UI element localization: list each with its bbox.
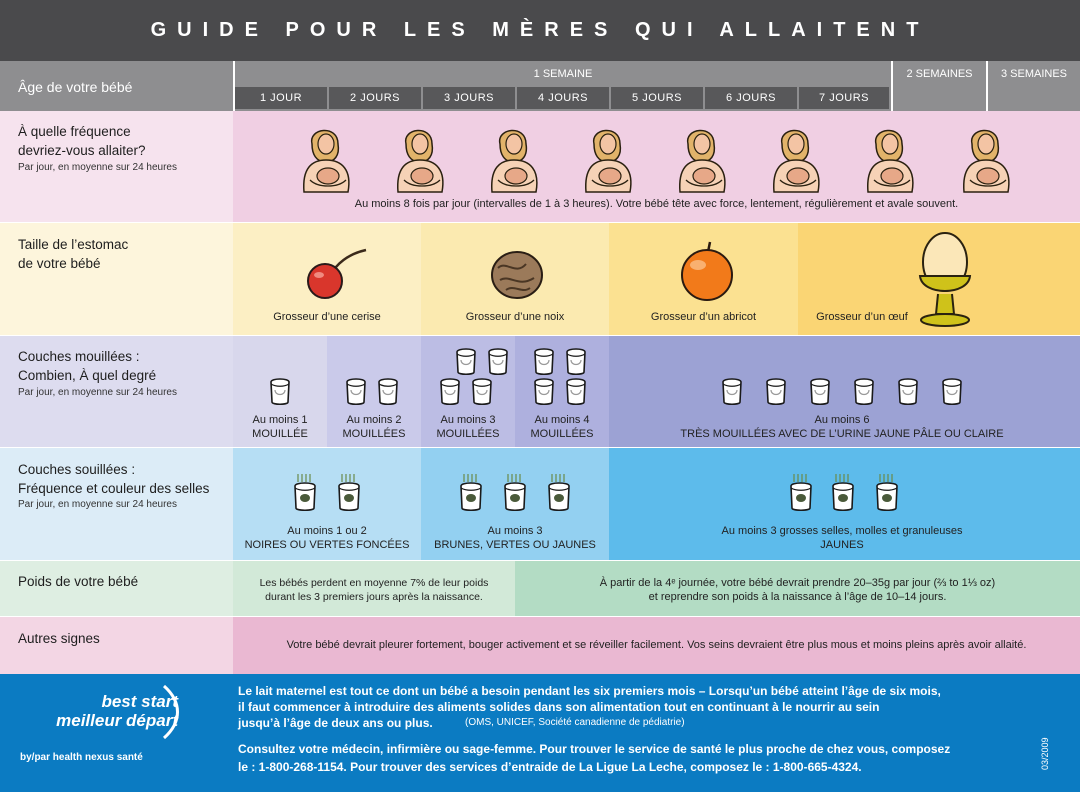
cherry-icon (300, 244, 370, 304)
wet-diaper-icon (564, 376, 588, 411)
frequency-sub: Par jour, en moyenne sur 24 heures (18, 162, 177, 173)
wet-d1-l2: MOUILLÉE (252, 428, 308, 440)
soiled-c-l1: Au moins 3 grosses selles, molles et granuleuses (721, 525, 963, 537)
frequency-title-2: devriez-vous allaiter? (18, 143, 146, 158)
wet-diaper-icon (376, 376, 400, 411)
footer-p2-l1: Consultez votre médecin, infirmière ou sage-femme. Pour trouver le service de santé le plus proche de chez vous, composez (238, 742, 951, 756)
breastfeeding-mother-icon (580, 122, 636, 199)
day-1: 1 JOUR (235, 87, 327, 109)
logo-line1: best start (101, 692, 178, 711)
wet-diaper-icon (344, 376, 368, 411)
wet-d5-l1: Au moins 6 (814, 414, 870, 426)
stomach-title-1: Taille de l’estomac (18, 237, 129, 252)
wet-title-1: Couches mouillées : (18, 349, 140, 364)
footer-p1-l2: il faut commencer à introduire des aliments solides dans son alimentation tout en continuant à le nourrir au sein (238, 700, 880, 714)
wet-diaper-icon (486, 346, 510, 381)
breastfeeding-mother-icon (862, 122, 918, 199)
breastfeeding-mother-icon (298, 122, 354, 199)
stomach-title-2: de votre bébé (18, 256, 101, 271)
soiled-diaper-icon (874, 472, 900, 517)
wet-d5-l2: TRÈS MOUILLÉES AVEC DE L’URINE JAUNE PÂLE OU CLAIRE (680, 428, 1004, 440)
frequency-note: Au moins 8 fois par jour (intervalles de 1 à 3 heures). Votre bébé tête avec force, lentement, régulièrement et avale souvent. (354, 198, 959, 210)
soiled-diaper-icon (292, 472, 318, 517)
wet-sub: Par jour, en moyenne sur 24 heures (18, 387, 177, 398)
walnut-label: Grosseur d’une noix (465, 311, 565, 323)
soiled-a-l1: Au moins 1 ou 2 (287, 525, 367, 537)
weight-title: Poids de votre bébé (18, 574, 139, 589)
wet-diaper-icon (720, 376, 744, 411)
row-divider (0, 335, 1080, 336)
soiled-sub: Par jour, en moyenne sur 24 heures (18, 499, 177, 510)
soiled-c-l2: JAUNES (820, 539, 864, 551)
wet-d2-l2: MOUILLÉES (342, 428, 406, 440)
wet-title-2: Combien, À quel degré (18, 368, 157, 383)
breastfeeding-mother-icon (392, 122, 448, 199)
wet-diaper-icon (454, 346, 478, 381)
day-3: 3 JOURS (423, 87, 515, 109)
soiled-b-l1: Au moins 3 (487, 525, 543, 537)
soiled-diaper-icon (336, 472, 362, 517)
weight-left-l1: Les bébés perdent en moyenne 7% de leur poids (259, 577, 489, 589)
egg-label: Grosseur d’un œuf (816, 311, 908, 323)
soiled-b-l2: BRUNES, VERTES OU JAUNES (434, 539, 596, 551)
wet-d1-l1: Au moins 1 (252, 414, 308, 426)
cherry-label: Grosseur d’une cerise (273, 311, 381, 323)
breastfeeding-mother-icon (768, 122, 824, 199)
row-divider (0, 616, 1080, 617)
soiled-title-1: Couches souillées : (18, 462, 136, 477)
logo-line2: meilleur départ (56, 711, 178, 730)
other-text: Votre bébé devrait pleurer fortement, bouger activement et se réveiller facilement. Vos seins devraient être plus mous et moins pleins après avoir allaité. (286, 639, 1027, 651)
wet-diaper-icon (532, 346, 556, 381)
day-4: 4 JOURS (517, 87, 609, 109)
soiled-title-2: Fréquence et couleur des selles (18, 481, 210, 496)
wet-diaper-icon (564, 346, 588, 381)
other-title: Autres signes (18, 631, 100, 646)
wet-diaper-icon (470, 376, 494, 411)
footer-p1-l1: Le lait maternel est tout ce dont un bébé a besoin pendant les six premiers mois – Lorsqu’un bébé atteint l’âge de six mois, (238, 684, 941, 698)
wet-diaper-icon (268, 376, 292, 411)
wet-diaper-icon (940, 376, 964, 411)
footer-p1-l3: jusqu’à l’âge de deux ans ou plus. (238, 716, 433, 730)
week3-label: 3 SEMAINES (1000, 68, 1068, 80)
weight-right-l2: et reprendre son poids à la naissance à l’âge de 10–14 jours. (648, 591, 947, 603)
week2-label: 2 SEMAINES (906, 68, 973, 80)
breastfeeding-mother-icon (958, 122, 1014, 199)
wet-diaper-icon (532, 376, 556, 411)
wet-diaper-icon (896, 376, 920, 411)
wet-d4-l1: Au moins 4 (534, 414, 590, 426)
week1-label: 1 SEMAINE (533, 68, 593, 80)
soiled-diaper-icon (502, 472, 528, 517)
row-divider (0, 560, 1080, 561)
wet-diaper-icon (852, 376, 876, 411)
soiled-a-l2: NOIRES OU VERTES FONCÉES (244, 539, 410, 551)
apricot-icon (676, 240, 738, 302)
row-divider (0, 222, 1080, 223)
frequency-title-1: À quelle fréquence (18, 124, 131, 139)
day-7: 7 JOURS (799, 87, 889, 109)
walnut-icon (486, 246, 548, 304)
soiled-diaper-icon (830, 472, 856, 517)
soiled-diaper-icon (546, 472, 572, 517)
weight-right-l1: À partir de la 4ᵉ journée, votre bébé devrait prendre 20–35g par jour (⅔ to 1⅓ oz) (599, 577, 996, 589)
soiled-diaper-icon (458, 472, 484, 517)
wet-d2-l1: Au moins 2 (346, 414, 402, 426)
page-title: GUIDE POUR LES MÈRES QUI ALLAITENT (150, 19, 930, 41)
row-divider (0, 447, 1080, 448)
breastfeeding-mother-icon (674, 122, 730, 199)
day-5: 5 JOURS (611, 87, 703, 109)
weight-left-l2: durant les 3 premiers jours après la naissance. (265, 591, 483, 603)
wet-diaper-icon (764, 376, 788, 411)
breastfeeding-mother-icon (486, 122, 542, 199)
footer-p2-l2: le : 1-800-268-1154. Pour trouver des services d’entraide de La Ligue La Leche, composez le : 1-800-665-4324. (238, 760, 862, 774)
day-2: 2 JOURS (329, 87, 421, 109)
logo-bracket-icon (160, 682, 184, 742)
wet-d3-l1: Au moins 3 (440, 414, 496, 426)
wet-diaper-icon (438, 376, 462, 411)
byline: by/par health nexus santé (20, 752, 143, 763)
age-label: Âge de votre bébé (18, 79, 133, 95)
footer-source: (OMS, UNICEF, Société canadienne de pédiatrie) (465, 717, 685, 728)
wet-diaper-icon (808, 376, 832, 411)
apricot-label: Grosseur d’un abricot (650, 311, 757, 323)
wet-d3-l2: MOUILLÉES (436, 428, 500, 440)
footer-date: 03/2009 (1040, 737, 1050, 770)
day-6: 6 JOURS (705, 87, 797, 109)
wet-d4-l2: MOUILLÉES (530, 428, 594, 440)
soiled-diaper-icon (788, 472, 814, 517)
